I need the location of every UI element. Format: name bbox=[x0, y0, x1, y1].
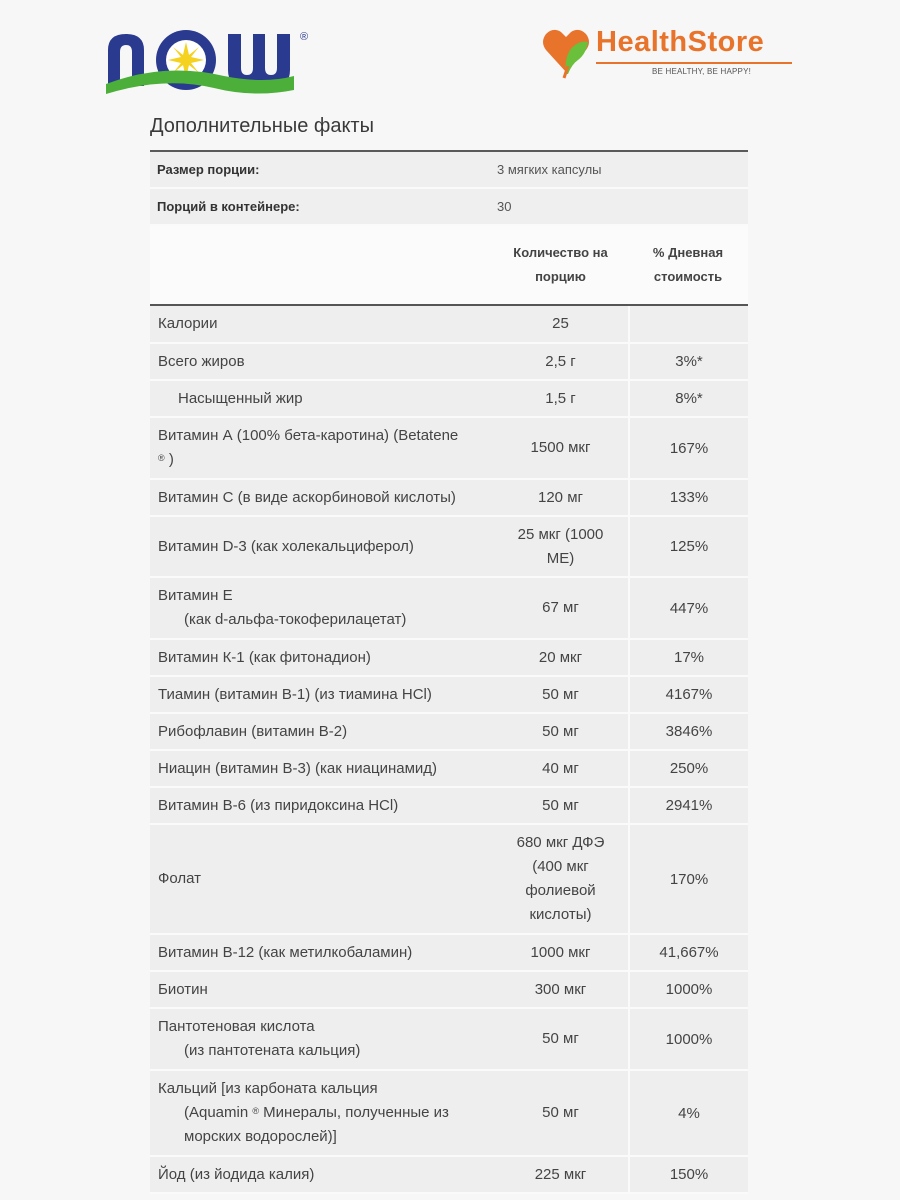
nutrient-name: Насыщенный жир bbox=[150, 381, 493, 416]
amount-line: 25 мкг (1000 bbox=[517, 525, 604, 543]
servings-per-container-label: Порций в контейнере: bbox=[157, 199, 300, 214]
nutrient-row bbox=[150, 344, 748, 381]
nutrient-name bbox=[150, 418, 493, 478]
servings-per-container-value: 30 bbox=[497, 199, 512, 214]
nutrient-amount: 225 мкг bbox=[493, 1157, 628, 1192]
nutrient-daily-value: 4167% bbox=[628, 677, 748, 712]
column-header-daily-value bbox=[628, 241, 748, 289]
nutrient-daily-value: 1000% bbox=[628, 1009, 748, 1069]
amount-line: кислоты) bbox=[529, 906, 592, 923]
nutrient-name: Ниацин (витамин В-3) (как ниацинамид) bbox=[150, 751, 493, 786]
nutrient-name: Всего жиров bbox=[150, 344, 493, 379]
nutrient-name: Рибофлавин (витамин В-2) bbox=[150, 714, 493, 749]
nutrient-daily-value: 3%* bbox=[628, 344, 748, 379]
nutrient-amount bbox=[493, 825, 628, 933]
vitamin-a-name-tail: ) bbox=[168, 451, 174, 468]
nutrient-daily-value: 4% bbox=[628, 1071, 748, 1155]
nutrient-daily-value: 2941% bbox=[628, 788, 748, 823]
nutrient-name bbox=[150, 1009, 493, 1069]
nutrient-row bbox=[150, 381, 748, 418]
nutrient-row bbox=[150, 825, 748, 935]
nutrient-amount: 50 мг bbox=[493, 714, 628, 749]
vitamin-a-name: Витамин А (100% бета-каротина) (Betatene bbox=[158, 427, 459, 444]
nutrient-name: Тиамин (витамин В-1) (из тиамина HCl) bbox=[150, 677, 493, 712]
nutrient-name-source-cont: Минералы, полученные из bbox=[259, 1104, 449, 1121]
nutrient-daily-value: 1000% bbox=[628, 972, 748, 1007]
healthstore-underline bbox=[596, 62, 792, 64]
nutrient-name: Йод (из йодида калия) bbox=[150, 1157, 493, 1192]
nutrient-daily-value: 133% bbox=[628, 480, 748, 515]
nutrient-name-source: (Aquamin bbox=[184, 1104, 249, 1121]
dv-header-line1: % Дневная bbox=[652, 245, 724, 260]
panel-title: Дополнительные факты bbox=[150, 115, 374, 137]
dv-header-line2: стоимость bbox=[653, 269, 723, 284]
nutrient-name: Витамин В-12 (как метилкобаламин) bbox=[150, 935, 493, 970]
nutrient-row bbox=[150, 418, 748, 480]
servings-per-container-row bbox=[150, 189, 748, 226]
nutrient-row bbox=[150, 1071, 748, 1157]
nutrient-name-main: Витамин Е bbox=[158, 587, 233, 604]
nutrient-name: Витамин К-1 (как фитонадион) bbox=[150, 640, 493, 675]
nutrient-name bbox=[150, 578, 493, 638]
nutrient-daily-value: 8%* bbox=[628, 381, 748, 416]
serving-size-value: 3 мягких капсулы bbox=[497, 162, 602, 177]
nutrient-name: Калории bbox=[150, 306, 493, 342]
nutrient-name: Витамин D-3 (как холекальциферол) bbox=[150, 517, 493, 576]
nutrient-amount: 20 мкг bbox=[493, 640, 628, 675]
registered-mark: ® bbox=[252, 1106, 260, 1116]
nutrient-amount: 120 мг bbox=[493, 480, 628, 515]
nutrient-amount: 1000 мкг bbox=[493, 935, 628, 970]
healthstore-heart-icon bbox=[540, 20, 596, 80]
nutrient-amount: 25 bbox=[493, 306, 628, 342]
nutrient-name-source-line2: морских водорослей)] bbox=[184, 1128, 337, 1145]
nutrient-row bbox=[150, 714, 748, 751]
nutrient-daily-value: 17% bbox=[628, 640, 748, 675]
nutrient-row bbox=[150, 306, 748, 344]
nutrient-amount: 1,5 г bbox=[493, 381, 628, 416]
healthstore-logo bbox=[540, 20, 810, 80]
nutrient-row bbox=[150, 972, 748, 1009]
nutrient-amount: 40 мг bbox=[493, 751, 628, 786]
nutrient-row bbox=[150, 751, 748, 788]
nutrient-amount: 2,5 г bbox=[493, 344, 628, 379]
column-header-row bbox=[150, 226, 748, 306]
amount-line: фолиевой bbox=[525, 882, 596, 899]
nutrient-amount: 67 мг bbox=[493, 578, 628, 638]
nutrient-daily-value: 125% bbox=[628, 517, 748, 576]
nutrient-row bbox=[150, 788, 748, 825]
nutrient-daily-value: 167% bbox=[628, 418, 748, 478]
nutrient-row bbox=[150, 578, 748, 640]
amount-line: 680 мкг ДФЭ bbox=[516, 834, 605, 851]
nutrient-row bbox=[150, 677, 748, 714]
svg-text:®: ® bbox=[300, 31, 309, 43]
serving-size-row bbox=[150, 152, 748, 189]
nutrient-daily-value: 3846% bbox=[628, 714, 748, 749]
nutrient-daily-value: 250% bbox=[628, 751, 748, 786]
nutrient-daily-value: 447% bbox=[628, 578, 748, 638]
nutrient-daily-value: 170% bbox=[628, 825, 748, 933]
nutrient-amount: 300 мкг bbox=[493, 972, 628, 1007]
amount-header-line2: порцию bbox=[535, 269, 586, 284]
nutrient-daily-value: 150% bbox=[628, 1157, 748, 1192]
nutrient-name: Витамин С (в виде аскорбиновой кислоты) bbox=[150, 480, 493, 515]
nutrient-amount: 50 мг bbox=[493, 677, 628, 712]
nutrient-daily-value: 41,667% bbox=[628, 935, 748, 970]
nutrient-amount bbox=[493, 517, 628, 576]
nutrient-amount: 1500 мкг bbox=[493, 418, 628, 478]
nutrient-row bbox=[150, 640, 748, 677]
supplement-facts-panel bbox=[150, 150, 748, 1194]
now-logo bbox=[104, 24, 320, 96]
nutrient-name: Витамин В-6 (из пиридоксина HCl) bbox=[150, 788, 493, 823]
nutrient-name bbox=[150, 1071, 493, 1155]
nutrient-amount: 50 мг bbox=[493, 1071, 628, 1155]
registered-mark: ® bbox=[158, 453, 165, 463]
nutrient-amount: 50 мг bbox=[493, 788, 628, 823]
healthstore-wordmark: HealthStore bbox=[596, 26, 765, 58]
nutrient-name-source: (из пантотената кальция) bbox=[184, 1042, 361, 1059]
amount-header-line1: Количество на bbox=[513, 245, 608, 260]
nutrient-name-source: (как d-альфа-токоферилацетат) bbox=[184, 611, 407, 628]
column-header-amount bbox=[493, 241, 628, 289]
nutrient-amount: 50 мг bbox=[493, 1009, 628, 1069]
nutrient-name: Фолат bbox=[150, 825, 493, 933]
healthstore-tagline: BE HEALTHY, BE HAPPY! bbox=[652, 67, 752, 76]
serving-size-label: Размер порции: bbox=[157, 162, 260, 177]
amount-line: МЕ) bbox=[546, 549, 575, 567]
nutrient-row bbox=[150, 1009, 748, 1071]
nutrient-name-main: Пантотеновая кислота bbox=[158, 1018, 315, 1035]
nutrient-name-main: Кальций [из карбоната кальция bbox=[158, 1080, 378, 1097]
nutrient-row bbox=[150, 1157, 748, 1194]
nutrient-row bbox=[150, 935, 748, 972]
nutrient-row bbox=[150, 480, 748, 517]
nutrient-row bbox=[150, 517, 748, 578]
nutrient-name: Биотин bbox=[150, 972, 493, 1007]
amount-line: (400 мкг bbox=[532, 858, 589, 875]
nutrient-daily-value bbox=[628, 306, 748, 342]
